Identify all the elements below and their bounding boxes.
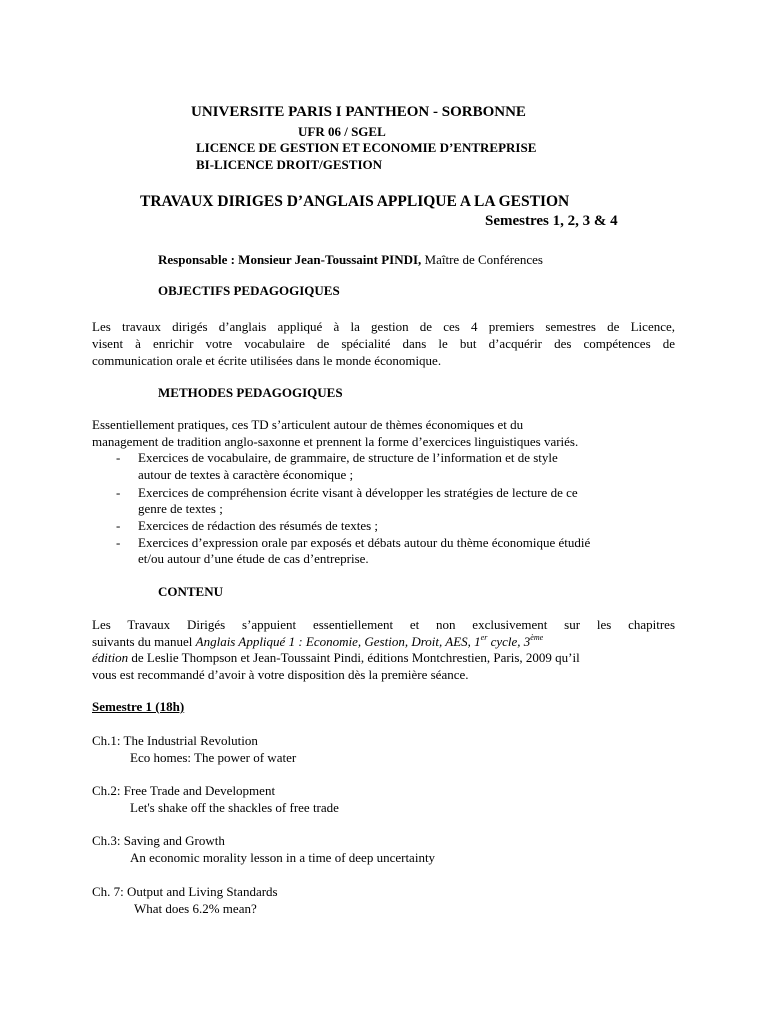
contenu-text: de Leslie Thompson et Jean-Toussaint Pindi, éditions Montchrestien, Paris, 2009 qu’il: [128, 650, 580, 665]
contenu-heading: CONTENU: [158, 584, 224, 599]
bullet-dash: -: [116, 485, 121, 500]
methodes-heading: METHODES PEDAGOGIQUES: [158, 385, 343, 400]
bullet-text: et/ou autour d’une étude de cas d’entreprise.: [138, 551, 369, 566]
superscript: er: [480, 633, 488, 642]
bullet-text: Exercices d’expression orale par exposés et débats autour du thème économique étudié: [138, 535, 591, 550]
semestre-1-heading: Semestre 1 (18h): [92, 699, 185, 714]
bullet-dash: -: [116, 535, 121, 550]
methodes-intro-1: Essentiellement pratiques, ces TD s’articulent autour de thèmes économiques et du: [92, 417, 524, 432]
semestres-subtitle: Semestres 1, 2, 3 & 4: [485, 213, 618, 229]
book-title-cont: cycle, 3: [487, 634, 531, 649]
chapter-subtitle: What does 6.2% mean?: [134, 901, 257, 916]
chapter-subtitle: Let's shake off the shackles of free trade: [130, 800, 339, 815]
chapter-title: Ch. 7: Output and Living Standards: [92, 884, 278, 899]
chapter-title: Ch.3: Saving and Growth: [92, 833, 225, 848]
superscript: ème: [530, 633, 544, 642]
methodes-intro-2: management de tradition anglo-saxonne et prennent la forme d’exercices linguistiques variés.: [92, 434, 579, 449]
licence-title: LICENCE DE GESTION ET ECONOMIE D’ENTREPRISE: [196, 140, 537, 155]
objectifs-heading: OBJECTIFS PEDAGOGIQUES: [158, 283, 340, 298]
chapter-subtitle: An economic morality lesson in a time of deep uncertainty: [130, 850, 436, 865]
chapter-title: Ch.1: The Industrial Revolution: [92, 733, 258, 748]
book-title: Anglais Appliqué 1 : Economie, Gestion, Droit, AES, 1: [195, 634, 481, 649]
contenu-line-4: vous est recommandé d’avoir à votre disposition dès la première séance.: [92, 667, 469, 682]
objectifs-line-2: visent à enrichir votre vocabulaire de spécialité dans le but d’acquérir des compétences de: [92, 336, 675, 351]
document-title: TRAVAUX DIRIGES D’ANGLAIS APPLIQUE A LA GESTION: [140, 193, 570, 210]
bilicence-title: BI-LICENCE DROIT/GESTION: [196, 157, 383, 172]
bullet-text: genre de textes ;: [138, 501, 223, 516]
bullet-text: Exercices de vocabulaire, de grammaire, de structure de l’information et de style: [138, 450, 558, 465]
bullet-dash: -: [116, 450, 121, 465]
contenu-line-3: [92, 650, 580, 666]
contenu-line-2: [92, 634, 675, 650]
chapter-subtitle: Eco homes: The power of water: [130, 750, 297, 765]
contenu-line-1: Les Travaux Dirigés s’appuient essentiellement et non exclusivement sur les chapitres: [92, 617, 675, 632]
chapter-title: Ch.2: Free Trade and Development: [92, 783, 276, 798]
objectifs-line-1: Les travaux dirigés d’anglais appliqué à la gestion de ces 4 premiers semestres de Licence,: [92, 319, 675, 334]
responsable-line: [158, 252, 543, 268]
contenu-text: suivants du manuel: [92, 634, 196, 649]
ufr-label: UFR 06 / SGEL: [298, 124, 386, 139]
bullet-dash: -: [116, 518, 121, 533]
edition-label: édition: [92, 650, 129, 665]
responsable-label: Responsable : Monsieur Jean-Toussaint PINDI,: [158, 252, 422, 267]
objectifs-line-3: communication orale et écrite utilisées dans le monde économique.: [92, 353, 442, 368]
bullet-text: Exercices de compréhension écrite visant à développer les stratégies de lecture de ce: [138, 485, 578, 500]
bullet-text: autour de textes à caractère économique ;: [138, 467, 354, 482]
responsable-role: Maître de Conférences: [421, 252, 543, 267]
bullet-text: Exercices de rédaction des résumés de textes ;: [138, 518, 379, 533]
university-name: UNIVERSITE PARIS I PANTHEON - SORBONNE: [191, 104, 526, 120]
